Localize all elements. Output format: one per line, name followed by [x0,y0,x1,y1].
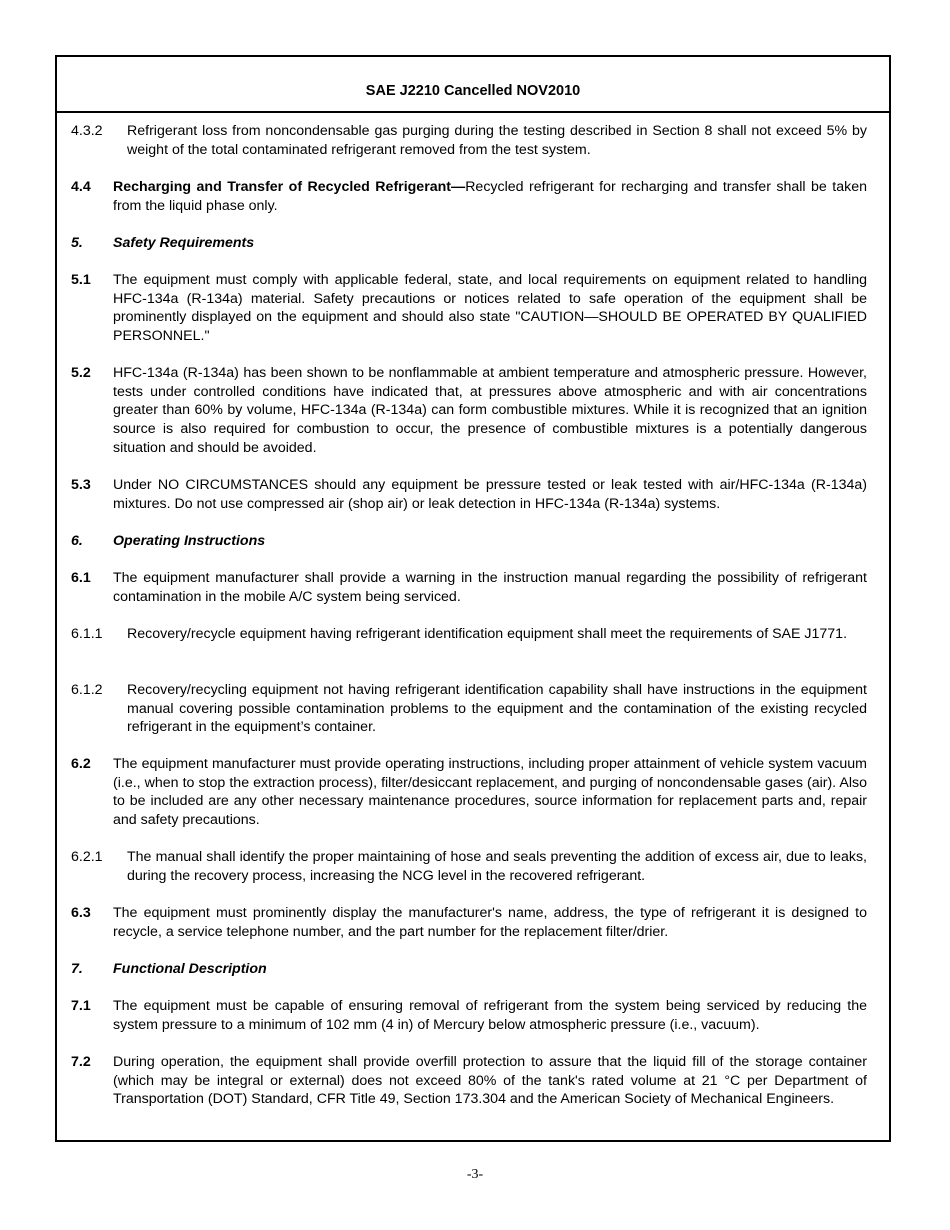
heading-title: Safety Requirements [113,235,255,251]
section-number: 4.3.2 [71,123,103,139]
section-text: The equipment must comply with applicable federal, state, and local requirements on equipment related to handling HFC-134a (R-134a) material. Safety precautions or notices related to safe operation of the equipment shall be prominently displayed on the equipment and should also state "CAUTION—SHOULD BE OPERATED BY QUALIFIED PERSONNEL." [113,272,867,345]
page-frame [55,55,891,1142]
section-7-2 [71,1053,867,1109]
section-text: The manual shall identify the proper maintaining of hose and seals preventing the addition of excess air, due to leaks, during the recovery process, increasing the NCG level in the recovered refrigerant. [127,849,867,884]
section-body: Recycled refrigerant for recharging and transfer shall be taken from the liquid phase only. [113,179,868,214]
section-6-1-2 [71,681,867,737]
section-text: HFC-134a (R-134a) has been shown to be nonflammable at ambient temperature and atmospheric pressure. However, tests under controlled conditions have indicated that, at pressures above atmospheric and with air concentrations greater than 60% by volume, HFC-134a (R-134a) can form combustible mixtures. While it is recognized that an ignition source is also required for combustion to occur, the presence of combustible mixtures is a potentially dangerous situation and should be avoided. [113,365,867,456]
section-5-3 [71,476,867,513]
section-text: The equipment manufacturer shall provide a warning in the instruction manual regarding the possibility of refrigerant contamination in the mobile A/C system being serviced. [113,570,867,605]
heading-5 [71,234,867,253]
section-text: Recovery/recycle equipment having refrigerant identification equipment shall meet the requirements of SAE J1771. [127,626,848,642]
section-number: 6.3 [71,905,91,921]
section-text: Under NO CIRCUMSTANCES should any equipment be pressure tested or leak tested with air/HFC-134a (R-134a) mixtures. Do not use compressed air (shop air) or leak detection in HFC-134a (R-134a) systems. [113,477,867,512]
section-number: 6.1 [71,570,91,586]
section-lead: Recharging and Transfer of Recycled Refrigerant— [113,179,466,195]
heading-7 [71,960,867,979]
section-number: 5.3 [71,477,91,493]
section-6-1 [71,569,867,606]
heading-title: Functional Description [113,961,267,977]
section-number: 5.2 [71,365,91,381]
document-header [57,57,889,113]
section-number: 6.2.1 [71,849,103,865]
section-number: 6.1.2 [71,682,103,698]
section-4-3-2 [71,122,867,159]
section-text: During operation, the equipment shall provide overfill protection to assure that the liquid fill of the storage container (which may be integral or external) does not exceed 80% of the tank's rated volume at 21 °C per Department of Transportation (DOT) Standard, CFR Title 49, Section 173.304 and the American Society of Mechanical Engineers. [113,1054,867,1108]
section-6-2 [71,755,867,830]
section-number: 5.1 [71,272,91,288]
section-number: 6.2 [71,756,91,772]
section-5-1 [71,271,867,346]
section-number: 6.1.1 [71,626,103,642]
section-7-1 [71,997,867,1034]
heading-title: Operating Instructions [113,533,266,549]
heading-number: 5. [71,235,83,251]
section-6-1-1 [71,625,867,644]
document-title: SAE J2210 Cancelled NOV2010 [365,83,581,99]
heading-6 [71,532,867,551]
section-text [113,178,867,215]
heading-number: 7. [71,961,83,977]
section-number: 4.4 [71,179,91,195]
section-text: The equipment must prominently display the manufacturer's name, address, the type of refrigerant it is designed to recycle, a service telephone number, and the part number for the replacement filter/drier. [113,905,867,940]
page-number: -3- [466,1167,484,1182]
section-6-2-1 [71,848,867,885]
section-text: The equipment must be capable of ensuring removal of refrigerant from the system being serviced by reducing the system pressure to a minimum of 102 mm (4 in) of Mercury below atmospheric pressure (i.e., vacuum). [113,998,867,1033]
section-4-4 [71,178,867,215]
heading-number: 6. [71,533,83,549]
section-number: 7.1 [71,998,91,1014]
section-text: Refrigerant loss from noncondensable gas purging during the testing described in Section 8 shall not exceed 5% by weight of the total contaminated refrigerant removed from the test system. [127,123,867,158]
section-5-2 [71,364,867,458]
section-6-3 [71,904,867,941]
section-number: 7.2 [71,1054,91,1070]
section-text: The equipment manufacturer must provide operating instructions, including proper attainment of vehicle system vacuum (i.e., when to stop the extraction process), filter/desiccant replacement, and purging of noncondensable gases (air). Also to be included are any other necessary maintenance procedures, source information for replacement parts and, repair and safety precautions. [113,756,867,829]
section-text: Recovery/recycling equipment not having refrigerant identification capability shall have instructions in the equipment manual covering possible contamination problems to the equipment and the contamination of the existing recycled refrigerant in the equipment’s container. [127,682,867,736]
